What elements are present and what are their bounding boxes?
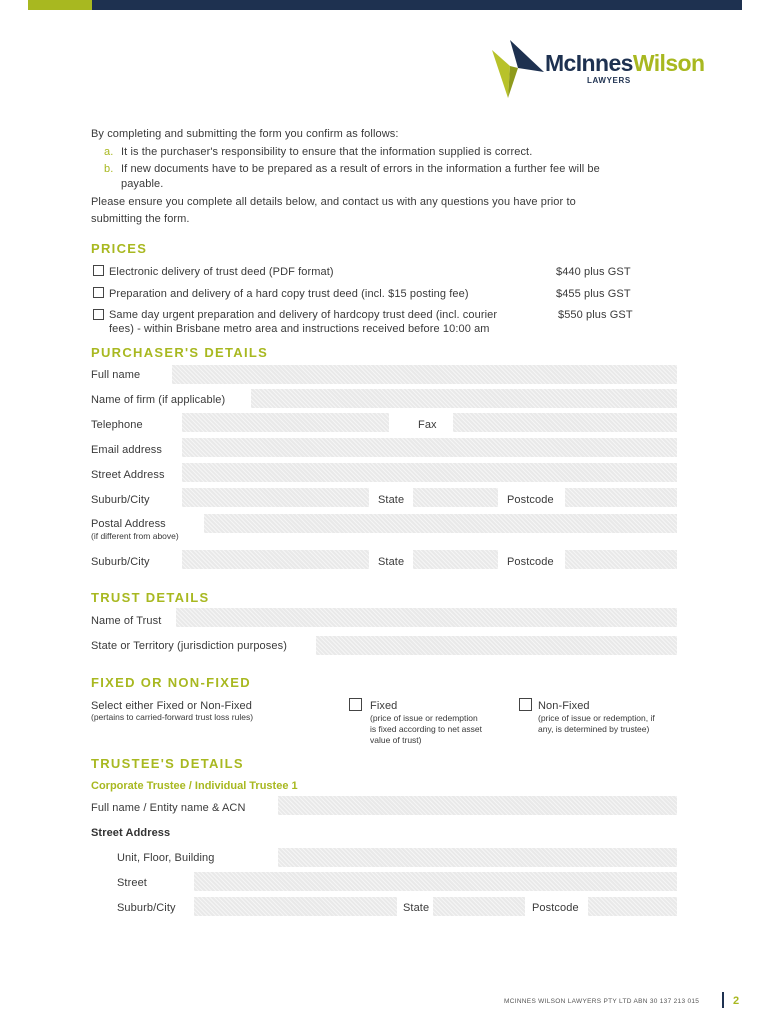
- trustee-state-field[interactable]: [433, 897, 525, 916]
- logo-name-wilson: Wilson: [632, 50, 705, 76]
- fax-label: Fax: [418, 419, 437, 431]
- logo-name-mcinnes: McInnes: [545, 50, 633, 76]
- full-name-label: Full name: [91, 369, 141, 381]
- postcode-field[interactable]: [565, 488, 677, 507]
- state-field[interactable]: [413, 488, 498, 507]
- firm-name-label: Name of firm (if applicable): [91, 394, 226, 406]
- fixed-label: Fixed: [370, 700, 398, 712]
- non-fixed-note-line1: (price of issue or redemption, if: [538, 713, 655, 723]
- street-address-label: Street Address: [91, 469, 165, 481]
- price-option-electronic-label: Electronic delivery of trust deed (PDF format): [109, 266, 334, 278]
- trustee-postcode-field[interactable]: [588, 897, 677, 916]
- postal-postcode-label: Postcode: [507, 556, 554, 568]
- price-option-hardcopy-label: Preparation and delivery of a hard copy trust deed (incl. $15 posting fee): [109, 288, 469, 300]
- intro-note-line1: Please ensure you complete all details below, and contact us with any questions you have prior to: [91, 196, 576, 208]
- fixed-note-line1: (price of issue or redemption: [370, 713, 478, 723]
- logo: [490, 36, 720, 102]
- full-name-field[interactable]: [172, 365, 677, 384]
- telephone-label: Telephone: [91, 419, 143, 431]
- fixed-checkbox[interactable]: [349, 698, 362, 711]
- trust-name-field[interactable]: [176, 608, 677, 627]
- price-option-hardcopy-price: $455 plus GST: [556, 288, 631, 300]
- postcode-label: Postcode: [507, 494, 554, 506]
- logo-mark-icon: [490, 36, 548, 100]
- fax-field[interactable]: [453, 413, 677, 432]
- postal-address-note: (if different from above): [91, 531, 179, 541]
- postal-address-field[interactable]: [204, 514, 677, 533]
- footer-company: MCINNES WILSON LAWYERS PTY LTD ABN 30 137 213 015: [504, 998, 700, 1005]
- logo-wordmark: [545, 50, 704, 77]
- intro-item-b-line2: payable.: [121, 178, 164, 190]
- fixed-select-label: Select either Fixed or Non-Fixed: [91, 700, 252, 712]
- trust-name-label: Name of Trust: [91, 615, 162, 627]
- price-option-urgent-price: $550 plus GST: [558, 309, 633, 321]
- non-fixed-note-line2: any, is determined by trustee): [538, 724, 650, 734]
- trustee-postcode-label: Postcode: [532, 902, 579, 914]
- price-option-urgent-label-line1: Same day urgent preparation and delivery of hardcopy trust deed (incl. courier: [109, 309, 498, 321]
- price-option-urgent-label-line2: fees) - within Brisbane metro area and instructions received before 10:00 am: [109, 323, 490, 335]
- postal-postcode-field[interactable]: [565, 550, 677, 569]
- page-number: 2: [733, 995, 740, 1007]
- intro-item-b-marker: b.: [104, 163, 114, 175]
- trustee-suburb-label: Suburb/City: [117, 902, 176, 914]
- trustee-heading: TRUSTEE'S DETAILS: [91, 756, 244, 771]
- postal-state-label: State: [378, 556, 405, 568]
- fixed-note-line2: is fixed according to net asset: [370, 724, 482, 734]
- trustee-state-label: State: [403, 902, 430, 914]
- price-option-urgent-checkbox[interactable]: [93, 309, 104, 320]
- intro-item-a-marker: a.: [104, 146, 114, 158]
- suburb-label: Suburb/City: [91, 494, 150, 506]
- trustee-full-name-label: Full name / Entity name & ACN: [91, 802, 246, 814]
- price-option-hardcopy-checkbox[interactable]: [93, 287, 104, 298]
- fixed-heading: FIXED OR NON-FIXED: [91, 675, 251, 690]
- trustee-unit-field[interactable]: [278, 848, 677, 867]
- postal-address-label: Postal Address: [91, 518, 166, 530]
- trustee-street-field[interactable]: [194, 872, 677, 891]
- trustee-subheading: Corporate Trustee / Individual Trustee 1: [91, 780, 298, 792]
- jurisdiction-label: State or Territory (jurisdiction purposes): [91, 640, 287, 652]
- logo-tagline: LAWYERS: [587, 76, 631, 85]
- trustee-suburb-field[interactable]: [194, 897, 397, 916]
- street-address-field[interactable]: [182, 463, 677, 482]
- postal-state-field[interactable]: [413, 550, 498, 569]
- email-field[interactable]: [182, 438, 677, 457]
- firm-name-field[interactable]: [251, 389, 677, 408]
- non-fixed-label: Non-Fixed: [538, 700, 590, 712]
- intro-item-a: It is the purchaser's responsibility to ensure that the information supplied is correct.: [121, 146, 533, 158]
- price-option-electronic-checkbox[interactable]: [93, 265, 104, 276]
- price-option-electronic-price: $440 plus GST: [556, 266, 631, 278]
- intro-note-line2: submitting the form.: [91, 213, 190, 225]
- suburb-field[interactable]: [182, 488, 369, 507]
- trust-heading: TRUST DETAILS: [91, 590, 210, 605]
- trustee-unit-label: Unit, Floor, Building: [117, 852, 215, 864]
- footer-divider: [722, 992, 724, 1008]
- trustee-full-name-field[interactable]: [278, 796, 677, 815]
- header-accent-bar: [28, 0, 92, 10]
- email-label: Email address: [91, 444, 162, 456]
- prices-heading: PRICES: [91, 241, 148, 256]
- telephone-field[interactable]: [182, 413, 389, 432]
- trustee-street-label: Street: [117, 877, 147, 889]
- header-navy-bar: [92, 0, 742, 10]
- purchaser-heading: PURCHASER'S DETAILS: [91, 345, 269, 360]
- fixed-select-note: (pertains to carried-forward trust loss rules): [91, 712, 254, 722]
- trustee-street-address-heading: Street Address: [91, 827, 171, 839]
- postal-suburb-field[interactable]: [182, 550, 369, 569]
- jurisdiction-field[interactable]: [316, 636, 677, 655]
- intro-item-b-line1: If new documents have to be prepared as a result of errors in the information a further fee will be: [121, 163, 600, 175]
- postal-suburb-label: Suburb/City: [91, 556, 150, 568]
- fixed-note-line3: value of trust): [370, 735, 422, 745]
- state-label: State: [378, 494, 405, 506]
- non-fixed-checkbox[interactable]: [519, 698, 532, 711]
- intro-lead: By completing and submitting the form you confirm as follows:: [91, 128, 399, 140]
